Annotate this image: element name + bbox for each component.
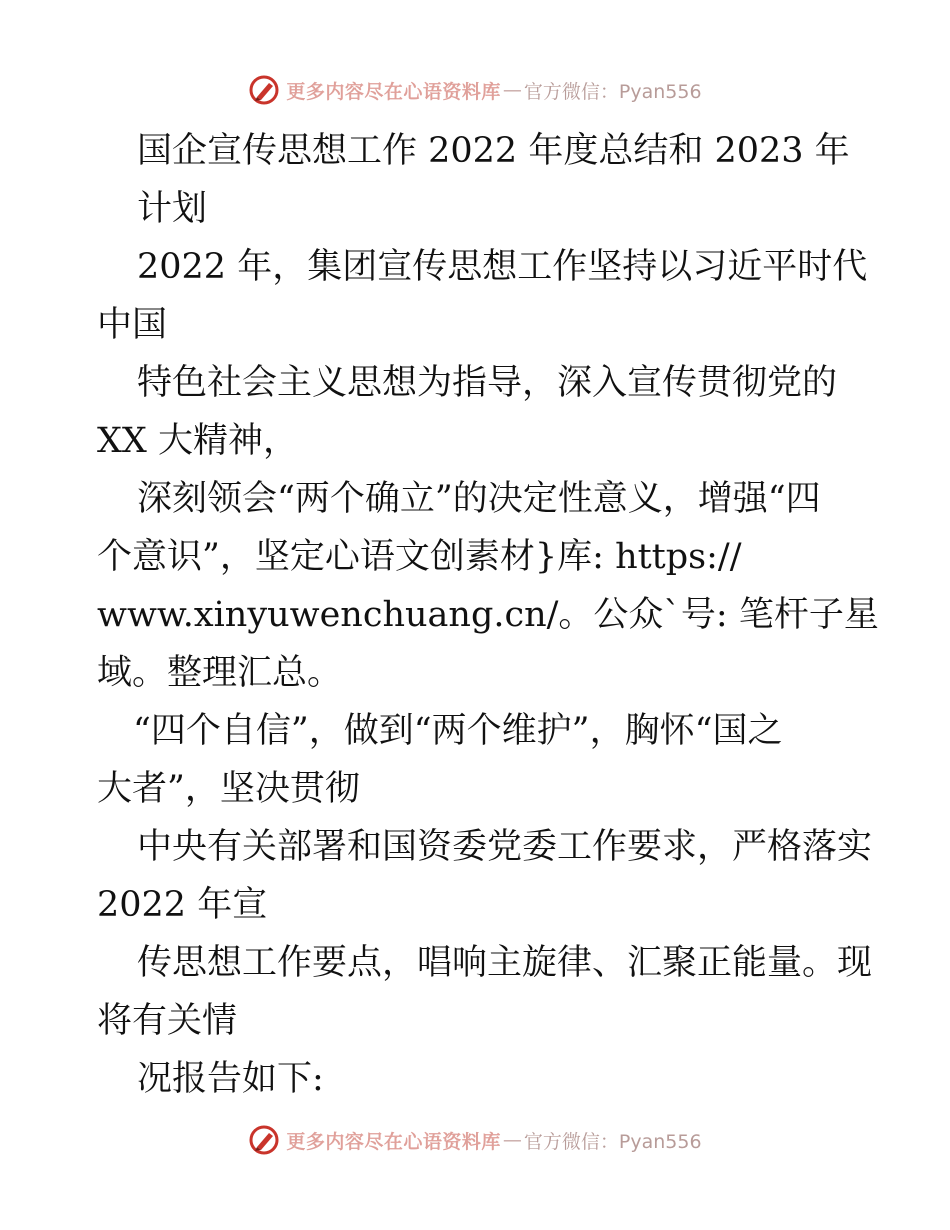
- doc-line: 2022 年，集团宣传思想工作坚持以习近平时代: [137, 247, 868, 287]
- pen-logo-icon: [248, 1124, 280, 1156]
- footer-watermark: [0, 1122, 950, 1158]
- document-body: [97, 122, 887, 1108]
- header-watermark: [0, 72, 950, 108]
- watermark-main-text: 更多内容尽在心语资料库: [286, 1130, 501, 1153]
- doc-title-line-2: 计划: [137, 189, 208, 229]
- doc-line: 传思想工作要点，唱响主旋律、汇聚正能量。现: [137, 943, 873, 983]
- doc-line: XX 大精神，: [97, 421, 298, 461]
- doc-title-line-1: 国企宣传思想工作 2022 年度总结和 2023 年: [137, 131, 850, 171]
- watermark-wechat-text: 官方微信：Pyan556: [523, 80, 702, 103]
- watermark-main-text: 更多内容尽在心语资料库: [286, 80, 501, 103]
- doc-line: 中国: [97, 305, 168, 345]
- doc-line: 大者”，坚决贯彻: [97, 769, 360, 809]
- doc-line: www.xinyuwenchuang.cn/。公众`号: 笔杆子星: [97, 595, 879, 635]
- doc-line: 中央有关部署和国资委党委工作要求，严格落实: [137, 827, 873, 867]
- watermark-wechat-text: 官方微信：Pyan556: [523, 1130, 702, 1153]
- doc-line: 个意识”，坚定心语文创素材}库: https://: [97, 537, 742, 577]
- pen-logo-icon: [248, 74, 280, 106]
- watermark-dash: —: [502, 1129, 522, 1151]
- doc-line: “四个自信”，做到“两个维护”，胸怀“国之: [133, 711, 783, 751]
- doc-line: 域。整理汇总。: [97, 653, 343, 693]
- doc-line: 深刻领会“两个确立”的决定性意义，增强“四: [137, 479, 821, 519]
- doc-line: 特色社会主义思想为指导，深入宣传贯彻党的: [137, 363, 838, 403]
- doc-line: 将有关情: [97, 1001, 238, 1041]
- watermark-dash: —: [502, 79, 522, 101]
- doc-line: 况报告如下:: [137, 1059, 324, 1099]
- doc-line: 2022 年宣: [97, 885, 268, 925]
